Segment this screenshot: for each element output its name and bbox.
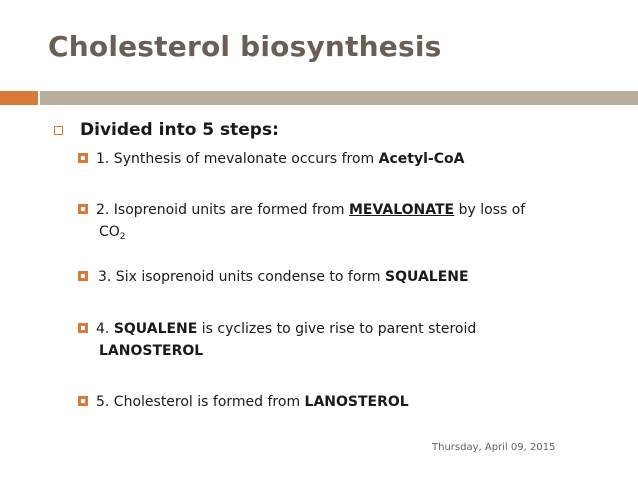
- step-4-post: is cyclizes to give rise to parent steroid: [197, 321, 477, 337]
- step-5-bold: LANOSTEROL: [304, 394, 409, 410]
- step-1-bold: Acetyl-CoA: [378, 151, 465, 167]
- square-bullet-icon: [78, 323, 88, 333]
- footer-date: Thursday, April 09, 2015: [432, 442, 556, 453]
- step-4-line2: LANOSTEROL: [99, 343, 204, 359]
- step-2-line2: [99, 221, 126, 248]
- slide-title: Cholesterol biosynthesis: [48, 30, 442, 63]
- title-underline-accent: [0, 91, 38, 105]
- step-1-pre: 1. Synthesis of mevalonate occurs from: [96, 151, 379, 167]
- step-3-pre: 3. Six isoprenoid units condense to form: [98, 269, 386, 285]
- hollow-square-bullet-icon: [54, 126, 63, 135]
- step-4-text: [96, 318, 596, 359]
- step-2-subscript: 2: [119, 232, 126, 242]
- step-1-text: [96, 148, 596, 170]
- step-5-text: [96, 391, 596, 413]
- step-4-bold: SQUALENE: [113, 321, 198, 337]
- square-bullet-icon: [78, 204, 88, 214]
- step-2-pre: 2. Isoprenoid units are formed from: [96, 202, 349, 218]
- step-2-post: by loss of: [454, 202, 526, 218]
- step-2-bold: MEVALONATE: [349, 202, 455, 218]
- step-2-co: CO: [99, 224, 120, 240]
- step-3-text: [98, 266, 598, 288]
- main-bullet-text: Divided into 5 steps:: [80, 120, 279, 140]
- step-2-text: [96, 199, 596, 242]
- title-underline-bar: [40, 91, 638, 105]
- step-5-pre: 5. Cholesterol is formed from: [96, 394, 305, 410]
- square-bullet-icon: [78, 271, 88, 281]
- square-bullet-icon: [78, 396, 88, 406]
- step-4-pre: 4.: [96, 321, 114, 337]
- square-bullet-icon: [78, 153, 88, 163]
- step-3-bold: SQUALENE: [385, 269, 469, 285]
